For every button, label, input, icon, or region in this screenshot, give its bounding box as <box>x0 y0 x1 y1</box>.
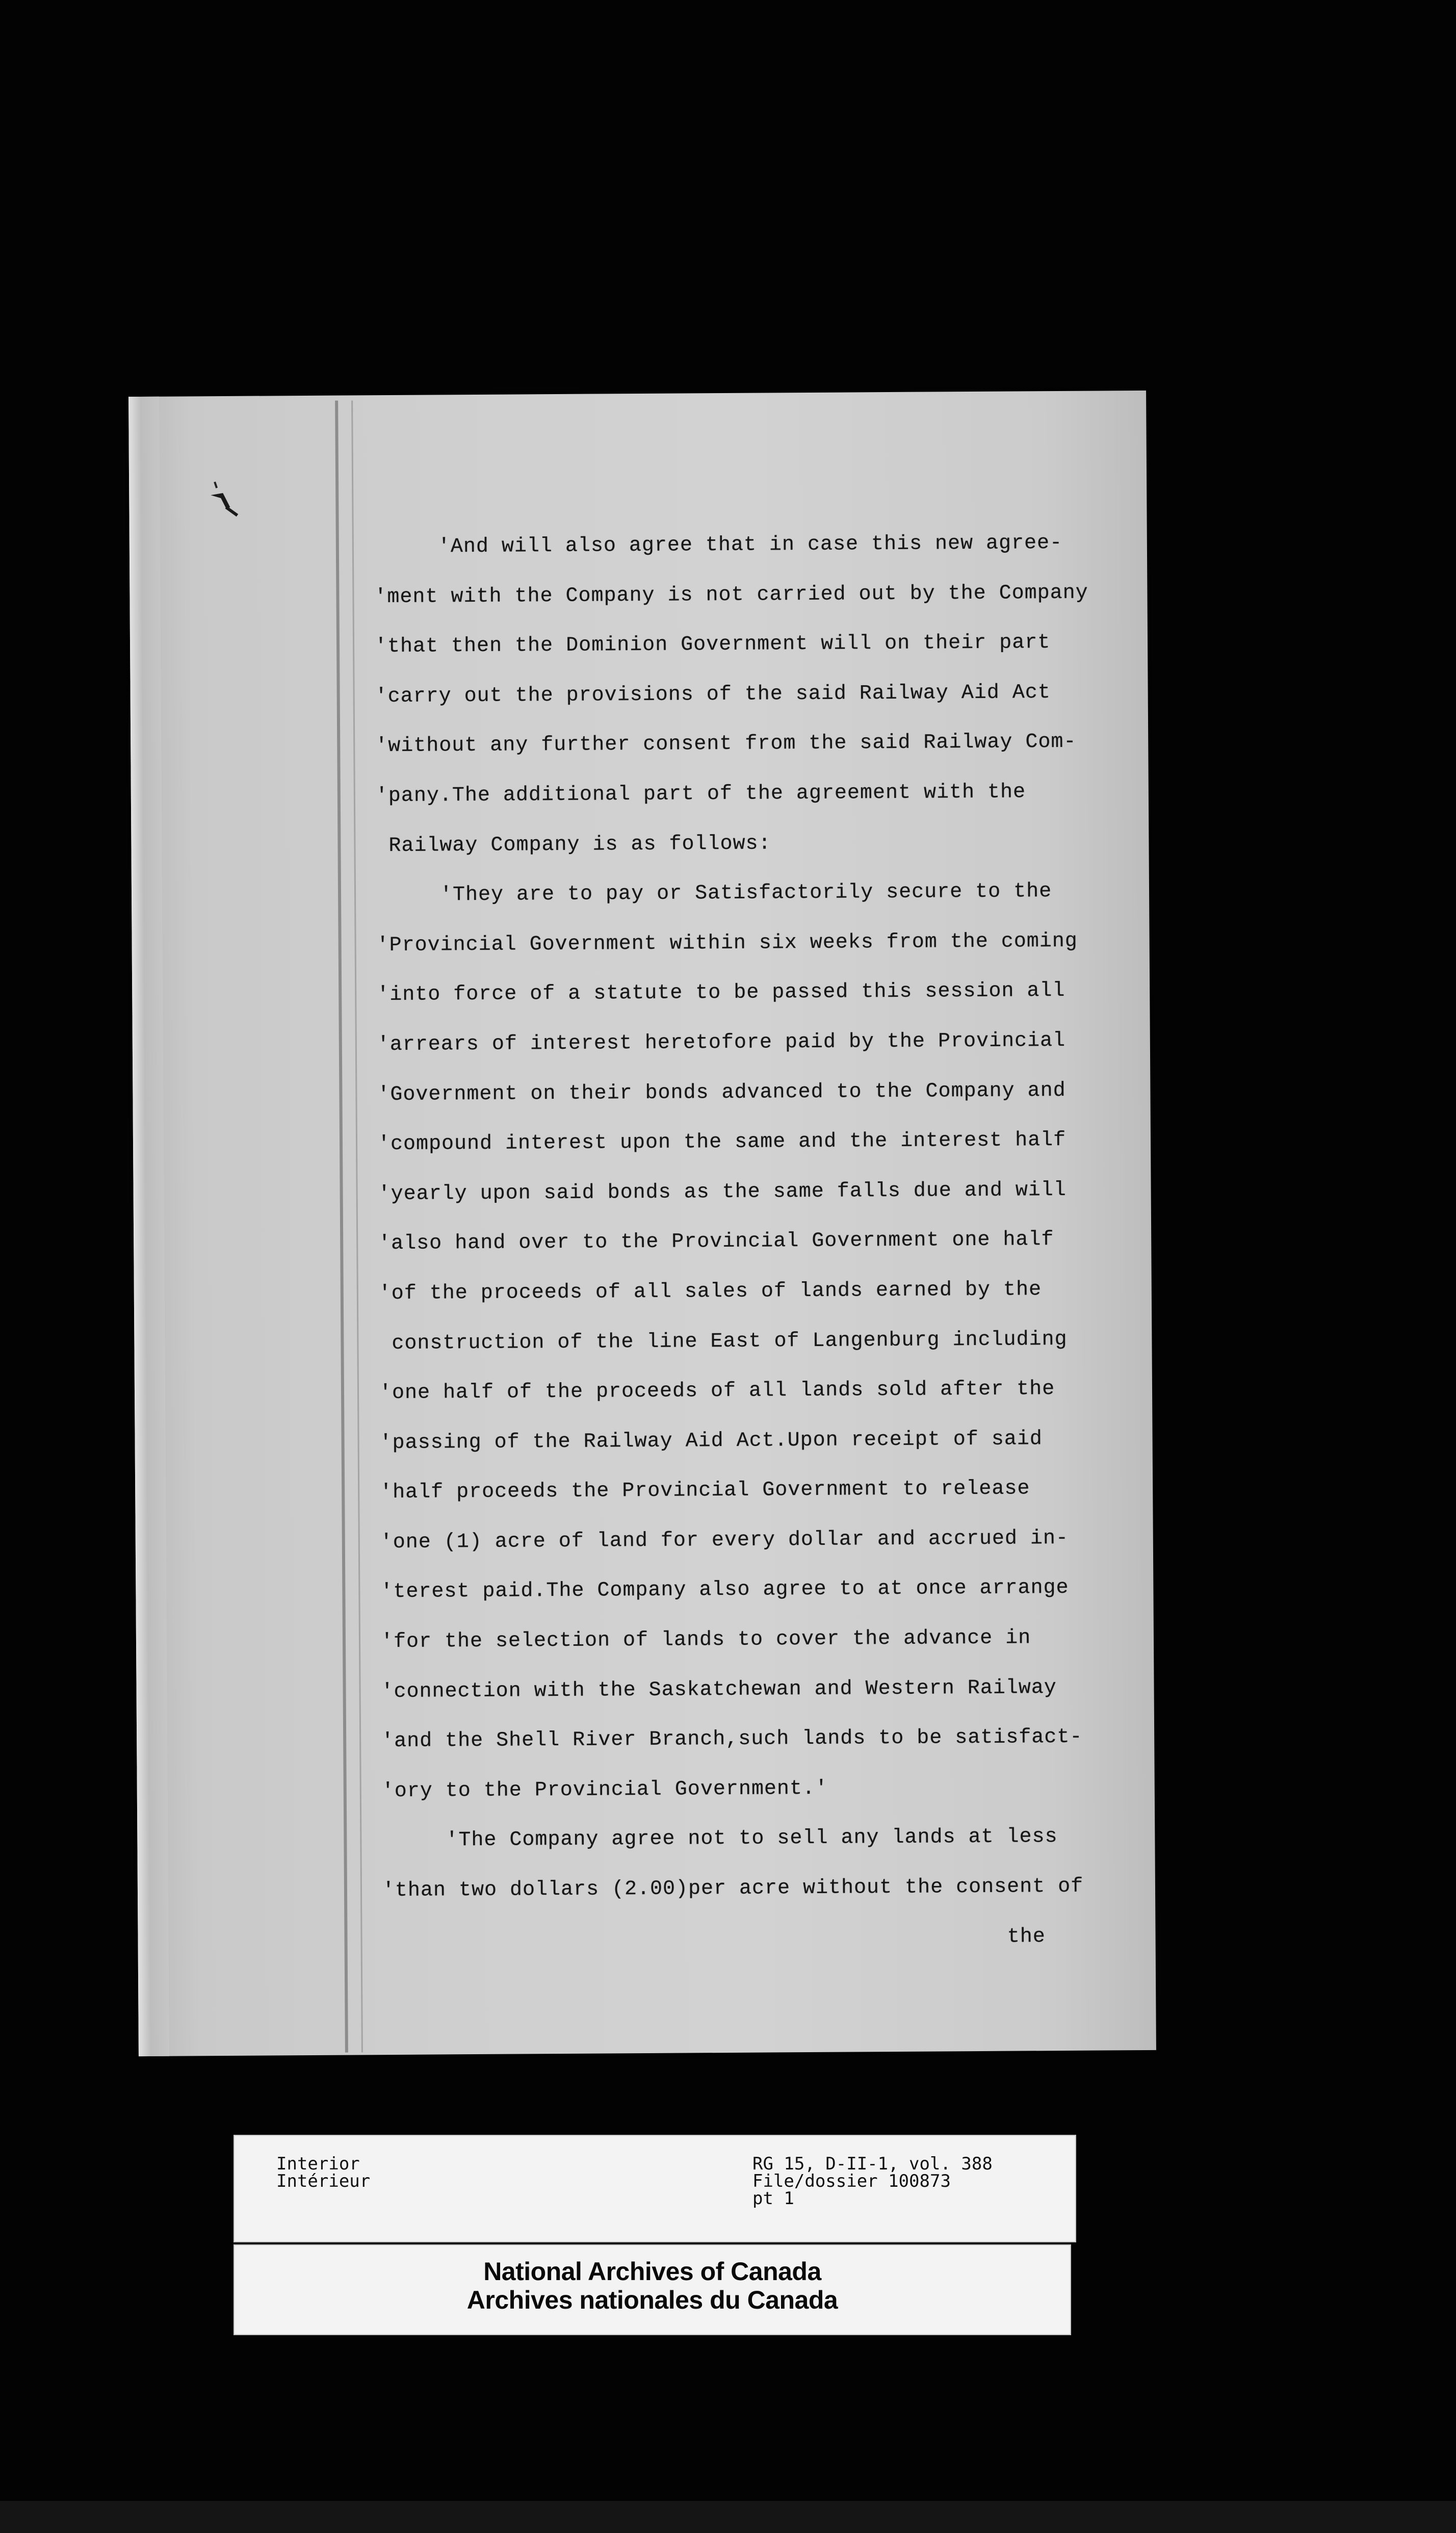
document-line: 'compound interest upon the same and the interest half <box>377 1129 1067 1156</box>
department-block <box>276 2155 370 2190</box>
document-line: Railway Company is as follows: <box>376 832 771 858</box>
record-group-reference: RG 15, D-II-1, vol. 388 <box>752 2154 993 2174</box>
margin-line <box>335 401 348 2053</box>
margin-line-secondary <box>351 400 363 2052</box>
document-line: 'passing of the Railway Aid Act.Upon receipt of said <box>379 1427 1043 1455</box>
document-line: 'arrears of interest heretofore paid by the Provincial <box>377 1029 1066 1057</box>
pen-mark-icon <box>205 478 246 519</box>
document-line: 'one (1) acre of land for every dollar and accrued in- <box>380 1527 1069 1555</box>
document-line: construction of the line East of Langenburg including <box>379 1328 1068 1355</box>
reference-block <box>752 2155 993 2207</box>
document-line: 'yearly upon said bonds as the same falls due and will <box>378 1178 1067 1206</box>
document-line: the <box>382 1925 1046 1952</box>
document-line: 'carry out the provisions of the said Railway Aid Act <box>375 681 1051 708</box>
archive-credit-card <box>233 2244 1071 2335</box>
document-line: 'pany.The additional part of the agreement with the <box>375 781 1026 808</box>
file-number: File/dossier 100873 <box>752 2171 951 2191</box>
document-line: 'They are to pay or Satisfactorily secure to the <box>376 880 1052 908</box>
document-line: 'into force of a statute to be passed this session all <box>377 979 1065 1007</box>
document-line: 'ory to the Provincial Government.' <box>381 1777 828 1803</box>
typed-body-text <box>374 518 1137 1966</box>
document-line: 'connection with the Saskatchewan and Western Railway <box>381 1676 1057 1703</box>
document-line: 'also hand over to the Provincial Government one half <box>378 1228 1054 1256</box>
reference-label-card <box>233 2135 1076 2242</box>
archive-name-french: Archives nationales du Canada <box>466 2286 838 2314</box>
document-page <box>128 391 1156 2056</box>
document-line: 'ment with the Company is not carried out by the Company <box>374 581 1088 609</box>
document-line: 'The Company agree not to sell any lands at less <box>382 1825 1058 1853</box>
document-line: 'And will also agree that in case this new agree- <box>374 531 1063 559</box>
document-line: 'of the proceeds of all sales of lands earned by the <box>378 1278 1042 1306</box>
archive-name-english: National Archives of Canada <box>483 2257 821 2286</box>
department-french: Intérieur <box>276 2171 371 2191</box>
department-english: Interior <box>276 2154 360 2174</box>
document-line: 'one half of the proceeds of all lands sold after the <box>379 1378 1055 1405</box>
document-line: 'that then the Dominion Government will on their part <box>374 631 1051 659</box>
document-line: 'than two dollars (2.00)per acre without the consent of <box>382 1875 1084 1903</box>
document-line: 'terest paid.The Company also agree to at once arrange <box>380 1576 1069 1604</box>
document-line: 'and the Shell River Branch,such lands to be satisfact- <box>381 1725 1083 1753</box>
document-line: 'Provincial Government within six weeks from the coming <box>376 929 1078 957</box>
document-line: 'for the selection of lands to cover the advance in <box>380 1626 1031 1654</box>
document-line: 'without any further consent from the said Railway Com- <box>375 731 1077 758</box>
document-line: 'half proceeds the Provincial Government to release <box>380 1477 1030 1505</box>
film-edge-strip <box>0 2501 1456 2533</box>
part-number: pt 1 <box>752 2188 794 2209</box>
document-line: 'Government on their bonds advanced to the Company and <box>377 1079 1066 1106</box>
